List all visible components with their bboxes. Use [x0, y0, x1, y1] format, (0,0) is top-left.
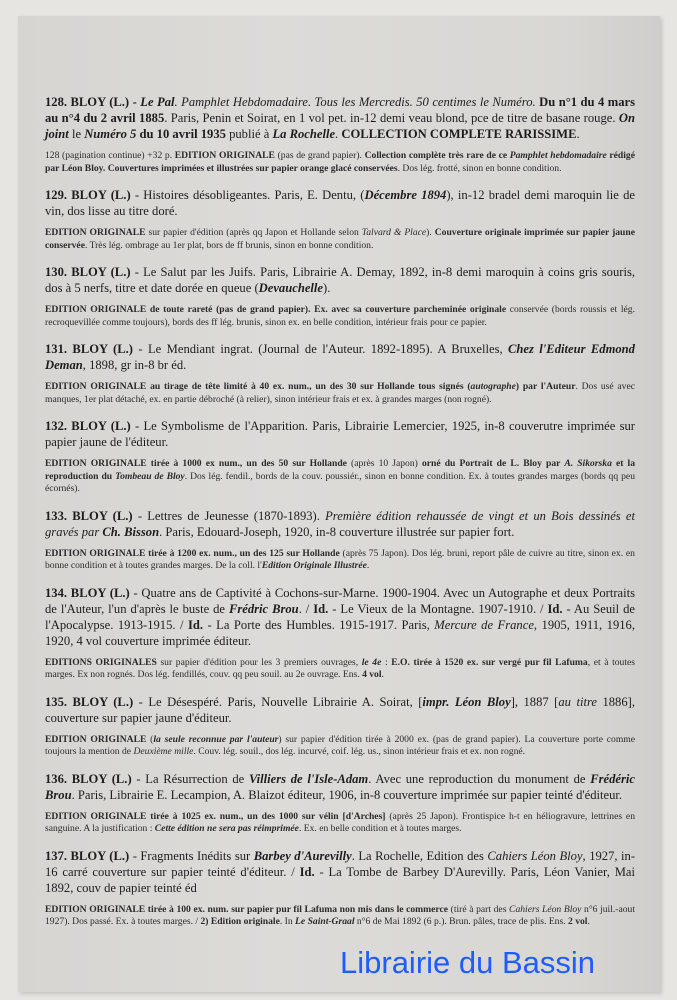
text-segment: Chez l'Editeur Edmond Deman — [45, 342, 635, 372]
text-segment: EDITION ORIGINALE — [45, 733, 147, 745]
text-segment: . / — [298, 601, 314, 616]
text-segment: La Rochelle — [272, 127, 336, 141]
text-segment: Du n°1 du 4 mars au n°4 du 2 avril 1885 — [45, 95, 636, 125]
text-segment: Barbey d'Aurevilly — [253, 848, 352, 863]
text-segment: Frédric Brou — [228, 601, 299, 616]
text-segment: . La Rochelle, Edition des — [351, 848, 488, 863]
text-segment: . Très lég. ombrage au 1er plat, bors de ff brunis, sinon en bonne condition. — [84, 239, 374, 251]
text-segment: le 4e — [361, 656, 382, 668]
text-segment: - La Tombe de Barbey D'Aurevilly. Paris, Léon Vanier, Mai 1892, couv de papier teinté éd — [45, 864, 635, 895]
text-segment: EDITION ORIGINALE tirée à 1000 ex num., un des 50 sur Hollande — [45, 458, 347, 469]
text-segment: du 10 avril 1935 — [136, 127, 226, 141]
text-segment: la seule reconnue par l'auteur — [153, 733, 279, 745]
text-segment: Villiers de l'Isle-Adam — [248, 771, 369, 786]
text-segment: A. Sikorska — [564, 458, 612, 469]
text-segment: 1886], couverture sur papier jaune d'éditeur. — [45, 694, 635, 725]
text-segment: Id. — [547, 601, 563, 616]
catalog-entry-note — [45, 150, 635, 175]
text-segment: 129. BLOY (L.) — [45, 188, 131, 202]
catalog-entry-note — [45, 381, 635, 406]
catalog-entry-note — [45, 734, 635, 759]
text-segment: sur papier d'édition (après qq Japon et Hollande selon — [145, 227, 362, 238]
text-segment: - Histoires désobligeantes. Paris, E. Dentu, ( — [130, 188, 365, 202]
text-segment: - Au Seuil de l'Apocalypse. 1913-1915. / — [45, 601, 635, 632]
text-segment: 2) Edition originale — [200, 916, 280, 927]
text-segment: EDITION ORIGINALE — [45, 227, 146, 238]
text-segment: Pamphlet hebdomadaire — [509, 150, 607, 161]
text-segment: EDITION ORIGINALE tirée à 100 ex. num. sur papier pur fil Lafuma non mis dans le commerce — [45, 903, 449, 915]
text-segment: - Le Mendiant ingrat. (Journal de l'Auteur. 1892-1895). A Bruxelles, — [133, 342, 509, 356]
text-segment: - La Résurrection de — [131, 771, 249, 786]
text-segment: , 1927, in-16 carré couverture sur papier teinté d'éditeur. / — [45, 848, 636, 879]
text-segment: . — [587, 916, 590, 927]
text-segment: ) sur papier d'édition tirée à 2000 ex. (pas de grand papier). La couverture porte comme toujours la mention de — [45, 733, 635, 757]
text-segment: (après 10 Japon) — [346, 458, 422, 469]
text-segment: Collection complète très rare de ce — [364, 150, 510, 161]
text-segment: . Pamphlet Hebdomadaire. Tous les Mercredis. 50 centimes le Numéro. — [174, 95, 540, 109]
text-segment: 4 vol — [362, 669, 382, 680]
catalog-entry-title — [45, 418, 635, 450]
text-segment: n°6 juil.-aout 1927). Dos passé. Ex. à toutes marges. / — [45, 903, 635, 927]
text-segment: - Quatre ans de Captivité à Cochons-sur-Marne. 1900-1904. Avec un Autographe et deux Portraits de l'Auteur, l'un d'après le buste de — [45, 585, 635, 616]
catalog-entry-note — [45, 304, 635, 329]
text-segment: Deuxième mille — [133, 746, 194, 757]
catalog-entry-note — [45, 657, 635, 682]
text-segment: . Paris, Penin et Soirat, en 1 vol pet. in-12 demi veau blond, pce de titre de basane rouge. — [164, 111, 619, 125]
text-segment: Id. — [313, 601, 329, 616]
catalog-entry-note — [45, 227, 635, 252]
watermark: Librairie du Bassin — [340, 945, 596, 980]
catalog-entry-title — [45, 771, 635, 803]
text-segment: . Paris, Librairie E. Lecampion, A. Blaizot éditeur, 1906, in-8 couverture imprimée sur papier teinté d'éditeur. — [71, 787, 623, 802]
text-segment: 128 (pagination continue) +32 p. — [45, 150, 175, 161]
text-segment: . In — [279, 916, 296, 927]
text-segment: (pas de grand papier). — [274, 150, 365, 161]
text-segment: EDITION ORIGINALE de toute rareté (pas de grand papier). Ex. avec sa couverture parcheminée originale — [45, 304, 507, 315]
text-segment: 130. BLOY (L.) — [45, 265, 131, 279]
text-segment: - Le Désespéré. Paris, Nouvelle Librairie A. Soirat, [ — [133, 694, 423, 709]
text-segment: (après 25 Japon). Frontispice h-t en héliogravure, lettrines en sanguine. A la justification : — [45, 810, 635, 834]
catalog-entry-title — [45, 187, 635, 219]
text-segment: - Fragments Inédits sur — [129, 848, 254, 863]
text-segment: ). — [323, 281, 331, 295]
catalog-entry-title — [45, 585, 635, 649]
text-segment: ) par l'Auteur — [515, 381, 576, 392]
text-segment: EDITION ORIGINALE — [174, 150, 275, 161]
text-segment: (après 75 Japon). Dos lég. bruni, report pâle de cuivre au titre, sinon ex. en bonne condition et à toutes grandes marges. De la coll. l' — [45, 547, 635, 571]
text-segment: au titre — [558, 694, 597, 709]
catalog-entry-title — [45, 694, 635, 726]
text-segment: EDITION ORIGINALE tirée à 1025 ex. num., un des 1000 sur vélin [d'Arches] — [45, 810, 386, 822]
text-segment: ). — [426, 227, 435, 238]
text-segment: Décembre 1894 — [364, 188, 447, 202]
catalog-entries — [45, 94, 635, 941]
text-segment: - Le Vieux de la Montagne. 1907-1910. / — [328, 601, 548, 616]
text-segment: Talvard & Place — [361, 227, 427, 238]
text-segment: conservée (bords roussis et lég. recroquevillée comme toujours), bords des ff lég. brunis, sinon ex. en belle condition, intérieur frais pour ce papier. — [45, 304, 635, 328]
catalog-entry-note — [45, 904, 635, 929]
text-segment: Le Saint-Graal — [295, 916, 355, 927]
text-segment: : — [381, 656, 392, 668]
text-segment: Ch. Bisson — [102, 524, 160, 539]
catalog-entry-note — [45, 458, 635, 496]
text-segment: Le Pal — [140, 95, 175, 109]
text-segment: ], 1887 [ — [510, 694, 559, 709]
text-segment: - Le Salut par les Juifs. Paris, Librairie A. Demay, 1892, in-8 demi maroquin à coins gris souris, dos à 5 nerfs, titre et date dorée en queue ( — [45, 265, 635, 295]
text-segment: On joint — [45, 111, 635, 141]
text-segment: Couverture originale imprimée sur papier jaune conservée — [45, 227, 635, 251]
catalog-entry-note — [45, 811, 635, 836]
text-segment: . — [381, 669, 384, 680]
text-segment: . Ex. en belle condition et à toutes marges. — [298, 823, 462, 834]
text-segment: impr. Léon Bloy — [422, 694, 511, 709]
text-segment: rédigé par Léon Bloy. Couvertures imprimées et illustrées sur papier orange glacé conservées — [45, 150, 635, 174]
text-segment: . — [335, 127, 342, 141]
text-segment: . Couv. lég. souil., dos lég. incurvé, coif. lég. us., sinon intérieur frais et ex. non rogné. — [193, 746, 526, 757]
text-segment: sur papier d'édition pour les 3 premiers ouvrages, — [156, 656, 362, 668]
text-segment: - Le Symbolisme de l'Apparition. Paris, Librairie Lemercier, 1925, in-8 couverutre imprimée sur papier jaune de l'éditeur. — [45, 419, 635, 449]
text-segment: Cahiers Léon Bloy — [487, 848, 583, 863]
text-segment: Id. — [299, 864, 315, 879]
text-segment: Mercure de France — [434, 617, 534, 632]
text-segment: - Lettres de Jeunesse (1870-1893). — [132, 508, 326, 523]
text-segment: EDITION ORIGINALE au tirage de tête limité à 40 ex. num., un des 30 sur Hollande tous signés ( — [45, 381, 471, 392]
text-segment: 137. BLOY (L.) — [45, 848, 130, 863]
text-segment: . Dos lég. frotté, sinon en bonne condition. — [397, 162, 562, 174]
text-segment: Numéro 5 — [84, 127, 137, 141]
catalog-entry-title — [45, 508, 635, 540]
text-segment: 131. BLOY (L.) — [45, 342, 133, 356]
text-segment: Id. — [187, 617, 204, 632]
text-segment: publié à — [225, 127, 273, 141]
text-segment: Devauchelle — [258, 281, 324, 295]
text-segment: 128. BLOY (L.) - — [45, 95, 141, 109]
text-segment: ), in-12 bradel demi maroquin lie de vin, dos lisse au titre doré. — [45, 188, 635, 218]
text-segment: Edition Originale Illustrée — [261, 560, 367, 571]
text-segment: le — [68, 127, 85, 141]
text-segment: 132. BLOY (L.) — [45, 419, 131, 433]
text-segment: 134. BLOY (L.) — [45, 585, 130, 600]
text-segment: 136. BLOY (L.) — [45, 771, 132, 786]
text-segment: , et à toutes marges. Ex non rognés. Dos lég. fendillés, couv. qq peu souil. au 2e ouvrage. Ens. — [45, 656, 636, 680]
text-segment: autographe — [470, 381, 516, 392]
text-segment: EDITION ORIGINALE tirée à 1200 ex. num., un des 125 sur Hollande — [45, 547, 340, 559]
text-segment: 2 vol — [568, 916, 588, 927]
catalog-entry-title — [45, 264, 635, 296]
text-segment: Tombeau de Bloy — [115, 470, 185, 482]
text-segment: EDITIONS ORIGINALES — [45, 656, 157, 668]
text-segment: 135. BLOY (L.) — [45, 694, 134, 709]
text-segment: n°6 de Mai 1892 (6 p.). Brun. pâles, trace de plis. Ens. — [354, 916, 569, 927]
text-segment: ( — [146, 733, 154, 745]
text-segment: . Paris, Edouard-Joseph, 1920, in-8 couverture illustrée sur papier fort. — [159, 524, 515, 539]
text-segment: 133. BLOY (L.) — [45, 508, 133, 523]
text-segment: . Avec une reproduction du monument de — [368, 771, 591, 786]
text-segment: , 1898, gr in-8 br éd. — [82, 358, 187, 372]
catalog-entry-title — [45, 848, 635, 896]
text-segment: . Dos lég. fendil., bords de la couv. poussiér., sinon en bonne condition. Ex. à toutes grandes marges (bords qq peu écornés). — [45, 470, 635, 494]
text-segment: . — [366, 560, 370, 571]
catalog-entry-title — [45, 94, 635, 142]
text-segment: Cahiers Léon Bloy — [509, 903, 582, 915]
text-segment: . Dos usé avec manques, 1er plat détaché, ex. en partie débroché (à relier), sinon intérieur frais et ex. à grandes marges (non rogné). — [45, 381, 635, 405]
catalog-entry-title — [45, 341, 635, 373]
text-segment: . — [576, 127, 580, 141]
text-segment: et la reproduction du — [45, 458, 636, 482]
text-segment: COLLECTION COMPLETE RARISSIME — [341, 127, 577, 141]
text-segment: Première édition rehaussée de vingt et un Bois dessinés et gravés par — [45, 508, 635, 539]
text-segment: Frédéric Brou — [45, 771, 636, 802]
text-segment: (tiré à part des — [448, 903, 510, 915]
text-segment: , 1905, 1911, 1916, 1920, 4 vol couverture imprimée éditeur. — [45, 617, 635, 648]
text-segment: E.O. tirée à 1520 ex. sur vergé pur fil Lafuma — [391, 656, 588, 668]
catalog-entry-note — [45, 548, 635, 573]
text-segment: - La Porte des Humbles. 1915-1917. Paris, — [203, 617, 435, 632]
text-segment: orné du Portrait de L. Bloy par — [421, 458, 565, 469]
text-segment: Cette édition ne sera pas réimprimée — [154, 823, 299, 834]
